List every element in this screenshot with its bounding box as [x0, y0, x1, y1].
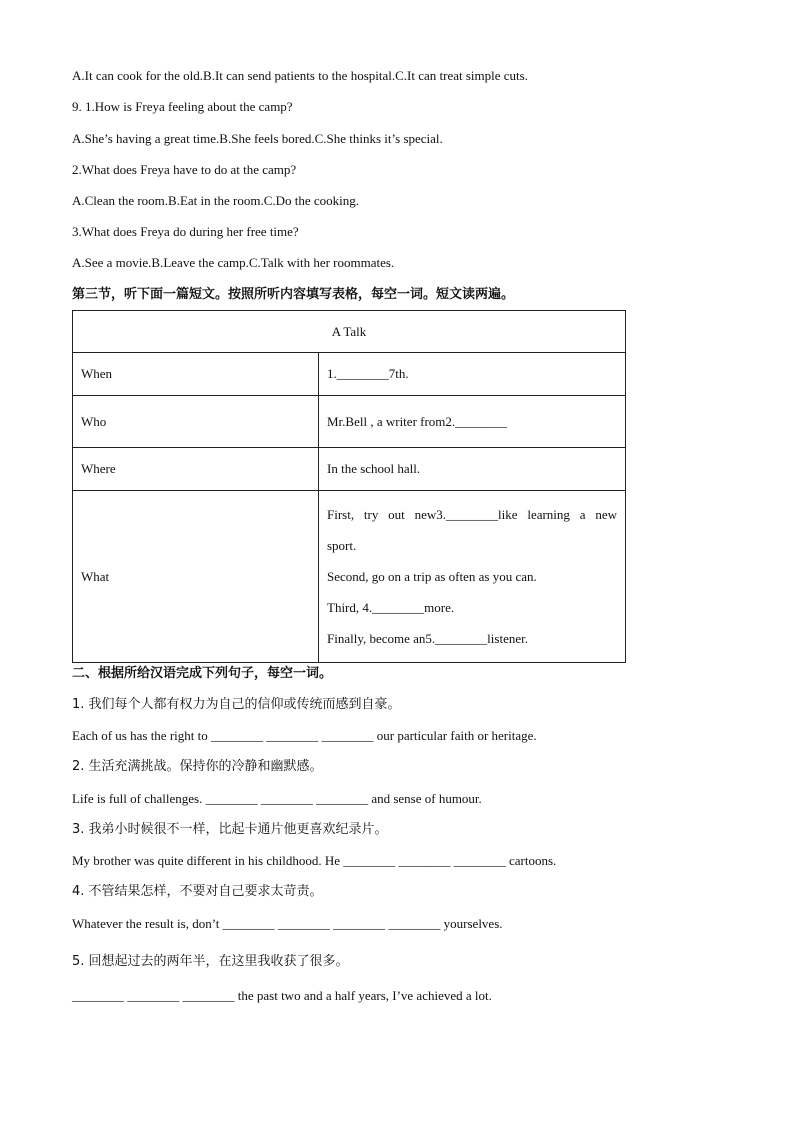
- question-line: 3.What does Freya do during her free time?: [72, 224, 299, 239]
- sentence-en: My brother was quite different in his childhood. He ________ ________ ________ cartoons.: [72, 853, 557, 868]
- what-line: Third, 4.________more.: [327, 600, 455, 615]
- what-line: First, try out new3.________like learning a new: [327, 507, 617, 522]
- what-line: Second, go on a trip as often as you can.: [327, 569, 537, 584]
- sentence-en: Life is full of challenges. ________ ________ ________ and sense of humour.: [72, 791, 482, 806]
- row-content-who: Mr.Bell , a writer from2.________: [319, 396, 626, 448]
- sentence-en: Each of us has the right to ________ ________ ________ our particular faith or heritage.: [72, 728, 537, 743]
- row-label-when: When: [73, 353, 319, 396]
- options-line: A.See a movie.B.Leave the camp.C.Talk with her roommates.: [72, 255, 395, 270]
- options-line: A.Clean the room.B.Eat in the room.C.Do the cooking.: [72, 193, 360, 208]
- sentence-cn: 3. 我弟小时候很不一样，比起卡通片他更喜欢纪录片。: [72, 822, 388, 837]
- row-label-who: Who: [73, 396, 319, 448]
- what-line: sport.: [327, 538, 357, 553]
- row-label-where: Where: [73, 448, 319, 491]
- question-line: 2.What does Freya have to do at the camp?: [72, 162, 297, 177]
- row-content-when: 1.________7th.: [319, 353, 626, 396]
- what-line: Finally, become an5.________listener.: [327, 631, 528, 646]
- row-label-what: What: [73, 491, 319, 663]
- sentence-cn: 1. 我们每个人都有权力为自己的信仰或传统而感到自豪。: [72, 697, 401, 712]
- table-title: A Talk: [73, 311, 626, 353]
- question-line: 9. 1.How is Freya feeling about the camp?: [72, 99, 293, 114]
- sentence-en: ________ ________ ________ the past two and a half years, I’ve achieved a lot.: [72, 988, 492, 1003]
- sentence-cn: 5. 回想起过去的两年半，在这里我收获了很多。: [72, 954, 349, 969]
- sentence-cn: 2. 生活充满挑战。保持你的冷静和幽默感。: [72, 759, 323, 774]
- sentence-cn: 4. 不管结果怎样，不要对自己要求太苛责。: [72, 884, 323, 899]
- row-content-where: In the school hall.: [319, 448, 626, 491]
- section3-heading: 第三节，听下面一篇短文。按照所听内容填写表格，每空一词。短文读两遍。: [72, 287, 515, 302]
- part2-heading: 二、根据所给汉语完成下列句子，每空一词。: [72, 666, 333, 681]
- options-line: A.She’s having a great time.B.She feels bored.C.She thinks it’s special.: [72, 131, 443, 146]
- sentence-en: Whatever the result is, don’t ________ ________ ________ ________ yourselves.: [72, 916, 503, 931]
- row-content-what: [319, 491, 626, 663]
- listening-line: A.It can cook for the old.B.It can send patients to the hospital.C.It can treat simple cuts.: [72, 68, 528, 83]
- talk-table: [72, 310, 626, 663]
